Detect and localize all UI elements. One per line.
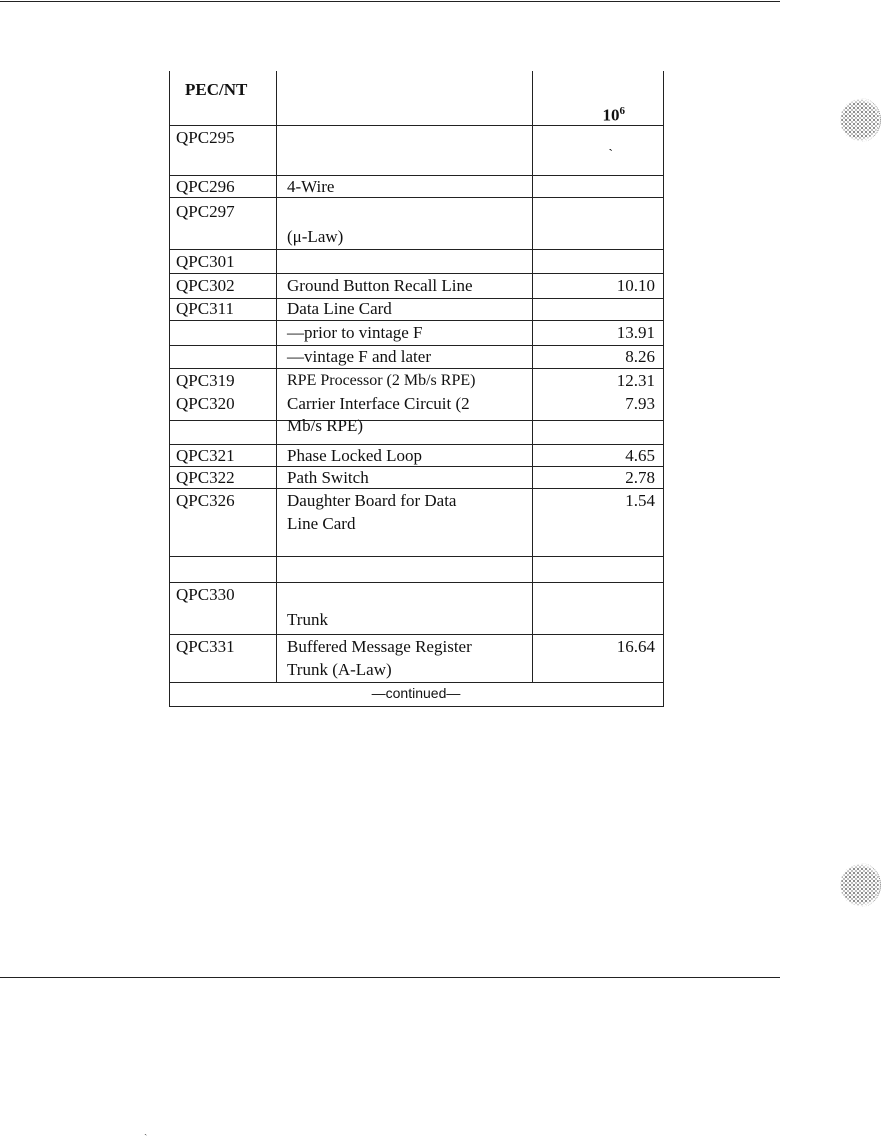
table-bottom-border [169,706,663,707]
row-rate: 12.31 [616,371,655,390]
row-description: Carrier Interface Circuit (2 [287,394,470,413]
row-line [169,249,663,250]
table-left-border [169,71,170,707]
row-rate: 7.93 [625,394,655,413]
row-code: QPC331 [176,637,235,656]
row-description: Path Switch [287,468,369,487]
row-code: QPC302 [176,276,235,295]
row-rate: 2.78 [625,468,655,487]
row-description: 4-Wire [287,177,335,196]
row-description-line2: Mb/s RPE) [287,416,364,435]
row-description: Buffered Message Register [287,637,472,656]
row-description-line2: Trunk (A-Law) [287,660,392,679]
row-line [169,345,663,346]
row-description: Data Line Card [287,299,392,318]
bottom-rule [0,977,780,978]
header-pec-nt: PEC/NT [185,80,248,99]
row-line [169,298,663,299]
row-code: QPC295 [176,128,235,147]
row-line [169,634,663,635]
row-line [169,273,663,274]
row-description: Daughter Board for Data [287,491,457,510]
row-code: QPC326 [176,491,235,510]
row-line [169,197,663,198]
row-code: QPC322 [176,468,235,487]
row-line [169,682,663,683]
row-line [169,368,663,369]
row-line [169,582,663,583]
row-rate: 1.54 [625,491,655,510]
top-rule [0,1,780,2]
header-failure-rate: $10^6$ [602,105,625,125]
row-line [169,444,663,445]
row-line [169,466,663,467]
row-description: Ground Button Recall Line [287,276,473,295]
row-line [169,175,663,176]
row-description: RPE Processor (2 Mb/s RPE) [287,372,476,389]
failure-rate-table [169,71,664,707]
row-code: QPC296 [176,177,235,196]
row-description: (μ-Law) [287,227,344,246]
stray-mark: ˎ [144,1125,148,1136]
punch-hole-edge-top [840,98,881,142]
continued-label: —continued— [371,685,461,701]
row-rate: 13.91 [616,323,655,342]
row-rate-tick: ˎ [608,137,613,152]
row-rate: 8.26 [625,347,655,366]
row-rate: 16.64 [616,637,655,656]
row-code: QPC320 [176,394,235,413]
punch-hole-edge-bottom [840,863,881,907]
row-line [169,320,663,321]
row-rate: 10.10 [616,276,655,295]
row-description: —vintage F and later [287,347,431,366]
row-line [169,556,663,557]
row-description-line2: Line Card [287,514,356,533]
row-code: QPC330 [176,585,235,604]
row-description: Phase Locked Loop [287,446,423,465]
row-code: QPC319 [176,371,235,390]
row-rate: 4.65 [625,446,655,465]
row-code: QPC321 [176,446,235,465]
row-line [169,420,663,421]
row-code: QPC301 [176,252,235,271]
row-code: QPC311 [176,299,234,318]
row-code: QPC297 [176,202,235,221]
row-description-line2: Trunk [287,610,328,629]
row-line [169,488,663,489]
column-divider-1 [276,71,277,682]
row-description: —prior to vintage F [287,323,423,342]
column-divider-2 [532,71,533,682]
